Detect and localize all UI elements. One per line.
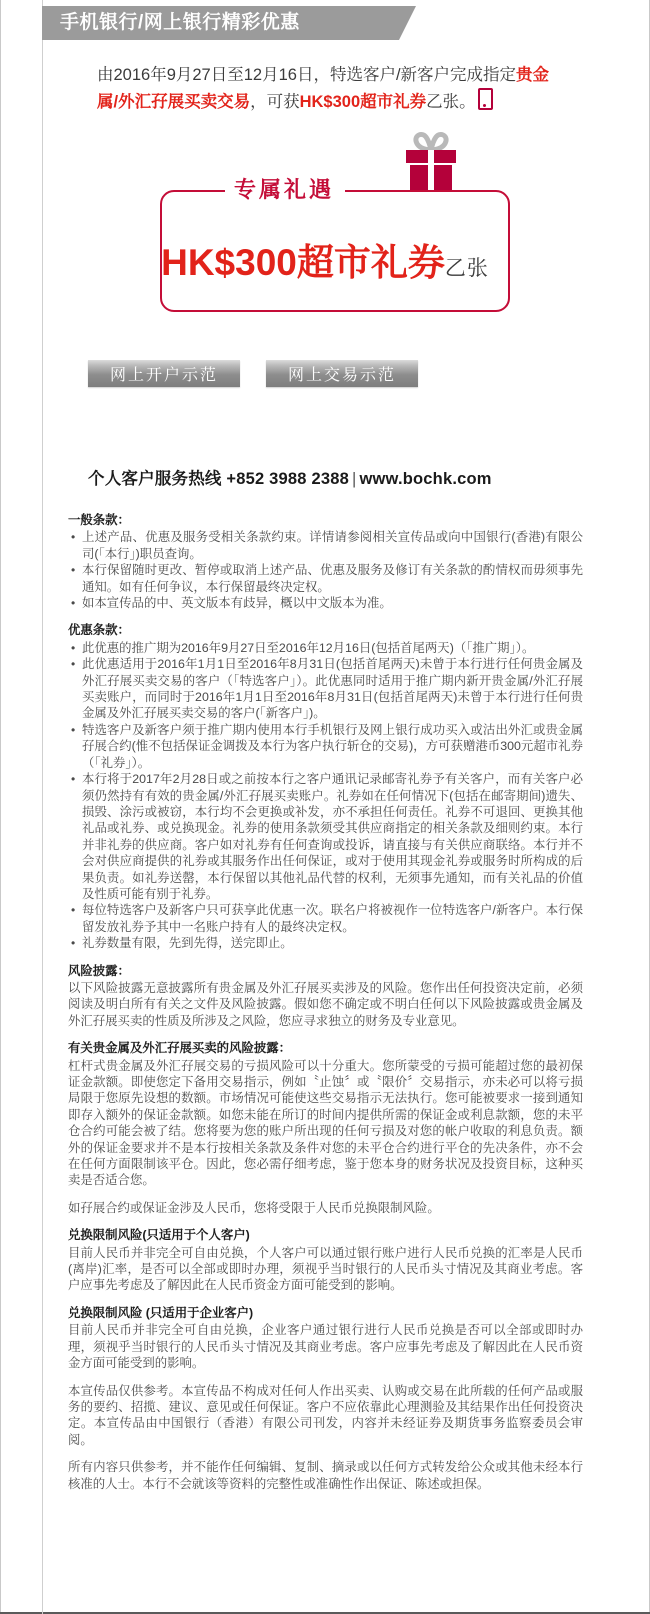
spacer — [68, 1372, 583, 1383]
list-item: • 此优惠的推广期为2016年9月27日至2016年12月16日(包括首尾两天)（「推广期」）。 — [82, 640, 583, 656]
promo-amount: HK$300超市礼券 — [161, 242, 445, 283]
list-item: • 本行将于2017年2月28日或之前按本行之客户通讯记录邮寄礼券予有关客户，而有关客户必须仍然持有有效的贵金属/外汇孖展买卖账户。礼券如在任何情况下(包括在邮寄期间)遗失、损毁、涂污或被窃，本行均不会更换或补发，亦不承担任何责任。礼券不可退回、更换其他礼品或礼券、或兑换现金。礼券的使用条款须受其供应商指定的相关条款及细则约束。本行并非礼券的供应商。客户如对礼券有任何查询或投诉，请直接与有关供应商联络。本行并不会对供应商提供的礼券或其服务作出任何保证，或对于使用其现金礼券或服务时所构成的后果负责。如礼券送罄，本行保留以其他礼品代替的权利，无须事先通知，而有关礼品的价值及性质可能有别于礼券。 — [82, 771, 583, 902]
spacer — [68, 952, 583, 963]
trade-demo-button[interactable]: 网上交易示范 — [266, 360, 418, 387]
intro-line2-tail: 乙张。 — [426, 93, 476, 111]
intro-line1-plain: 由2016年9月27日至12月16日，特选客户/新客户完成指定 — [97, 66, 517, 84]
intro-line2-red-a: 外汇孖展买卖交易 — [118, 93, 251, 111]
risk-disclosure-heading: 风险披露： — [68, 963, 130, 978]
spacer — [68, 1448, 583, 1459]
rmb-note: 如孖展合约或保证金涉及人民币，您将受限于人民币兑换限制风险。 — [68, 1200, 440, 1215]
list-item: • 本行保留随时更改、暂停或取消上述产品、优惠及服务及修订有关条款的酌情权而毋须事先通知。如有任何争议，本行保留最终决定权。 — [82, 562, 583, 595]
open-account-demo-button[interactable]: 网上开户示范 — [88, 360, 240, 387]
terms-and-conditions — [68, 512, 583, 1492]
list-item: • 上述产品、优惠及服务受相关条款约束。详情请参阅相关宣传品或向中国银行(香港)有限公司(「本行」)职员查询。 — [82, 529, 583, 562]
general-terms-heading: 一般条款： — [68, 513, 130, 527]
promo-label: 专属礼遇 — [234, 177, 335, 202]
hotline-separator: | — [351, 470, 357, 488]
spacer — [68, 1294, 583, 1305]
page-title: 手机银行/网上银行精彩优惠 — [60, 12, 300, 33]
list-item: • 礼券数量有限，先到先得，送完即止。 — [82, 935, 583, 951]
intro-line2-plain: ，可获 — [250, 93, 300, 111]
conversion-risk-corporate-heading: 兑换限制风险 (只适用于企业客户) — [68, 1305, 254, 1320]
disclaimer-second: 所有内容只供参考，并不能作任何编辑、复制、摘录或以任何方式转发给公众或其他未经本行核准的人士。本行不会就该等资料的完整性或准确性作出保证、陈述或担保。 — [68, 1460, 583, 1491]
hotline-row — [88, 468, 608, 490]
hotline-website[interactable]: www.bochk.com — [359, 470, 492, 488]
intro-paragraph — [97, 62, 567, 115]
margin-risk-body: 杠杆式贵金属及外汇孖展交易的亏损风险可以十分重大。您所蒙受的亏损可能超过您的最初保证金款额。即使您定下备用交易指示，例如〝止蚀〞或〝限价〞交易指示，亦未必可以将亏损局限于您原先设想的数额。市场情况可能使这些交易指示无法执行。您可能被要求一接到通知即存入额外的保证金款额。如您未能在所订的时间内提供所需的保证金或利息款额，您的未平仓合约可能会被了结。您将要为您的账户所出现的任何亏损及对您的帐户收取的利息负责。额外的保证金要求并不是本行按相关条款及条件对您的未平仓合约进行平仓的先决条件，亦不会在任何方面限制该平仓。因此，您必需仔细考虑，鉴于您本身的财务状况及投资目标，这种买卖是否适合您。 — [68, 1058, 583, 1188]
list-item: • 如本宣传品的中、英文版本有歧异，概以中文版本为准。 — [82, 595, 583, 611]
conversion-risk-personal-heading: 兑换限制风险(只适用于个人客户) — [68, 1228, 250, 1243]
promo-amount-row — [0, 232, 650, 286]
mobile-phone-icon — [478, 88, 493, 110]
conversion-risk-personal-body: 目前人民币并非完全可自由兑换，个人客户可以通过银行账户进行人民币兑换的汇率是人民币(离岸)汇率，是否可以全部或即时办理，须视乎当时银行的人民币头寸情况及其商业考虑。客户应事先考虑及了解因此在人民币资金方面可能受到的影响。 — [68, 1245, 583, 1293]
offer-terms-heading: 优惠条款： — [68, 623, 130, 638]
promo-suffix: 乙张 — [444, 257, 489, 280]
disclaimer-first: 本宣传品仅供参考。本宣传品不构成对任何人作出买卖、认购或交易在此所载的任何产品或服务的要约、招揽、建议、意见或任何保证。客户不应依靠此心理测验及其结果作出任何投资决定。本宣传品由中国银行（香港）有限公司刊发，内容并未经证券及期货事务监察委员会审阅。 — [68, 1383, 583, 1447]
hotline-phone[interactable]: +852 3988 2388 — [226, 470, 349, 488]
spacer — [68, 611, 583, 622]
offer-terms-list — [68, 640, 583, 952]
general-terms-list — [68, 529, 583, 611]
spacer — [68, 1189, 583, 1200]
intro-line1-red: 贵金属/ — [97, 66, 550, 111]
margin-risk-heading: 有关贵金属及外汇孖展买卖的风险披露： — [68, 1041, 292, 1056]
list-item: • 此优惠适用于2016年1月1日至2016年8月31日(包括首尾两天)未曾于本行进行任何贵金属及外汇孖展买卖交易的客户（「特选客户」）。此优惠同时适用于推广期内新开贵金属/外汇孖展买卖账户，而同时于2016年1月1日至2016年8月31日(包括首尾两天)未曾于本行进行任何贵金属及外汇孖展买卖交易的客户(「新客户」)。 — [82, 656, 583, 722]
list-item: • 特选客户及新客户须于推广期内使用本行手机银行及网上银行成功买入或沽出外汇或贵金属孖展合约(惟不包括保证金调拨及本行为客户执行斩仓的交易)，方可获赠港币300元超市礼券（「礼券」）。 — [82, 722, 583, 771]
conversion-risk-corporate-body: 目前人民币并非完全可自由兑换，企业客户通过银行进行人民币兑换是否可以全部或即时办理，须视乎当时银行的人民币头寸情况及其商业考虑。客户应事先考虑及了解因此在人民币资金方面可能受到的影响。 — [68, 1323, 583, 1371]
spacer — [68, 1029, 583, 1040]
list-item: • 每位特选客户及新客户只可获享此优惠一次。联名户将被视作一位特选客户/新客户。本行保留发放礼券予其中一名账户持有人的最终决定权。 — [82, 902, 583, 935]
intro-line2-red-b: HK$300超市礼券 — [299, 93, 427, 111]
spacer — [68, 1216, 583, 1227]
risk-disclosure-body: 以下风险披露无意披露所有贵金属及外汇孖展买卖涉及的风险。您作出任何投资决定前，必须阅读及明白所有有关之文件及风险披露。假如您不确定或不明白任何以下风险披露或贵金属及外汇孖展买卖的性质及所涉及之风险，您应寻求独立的财务及专业意见。 — [68, 980, 583, 1028]
hotline-label: 个人客户服务热线 — [88, 470, 222, 488]
